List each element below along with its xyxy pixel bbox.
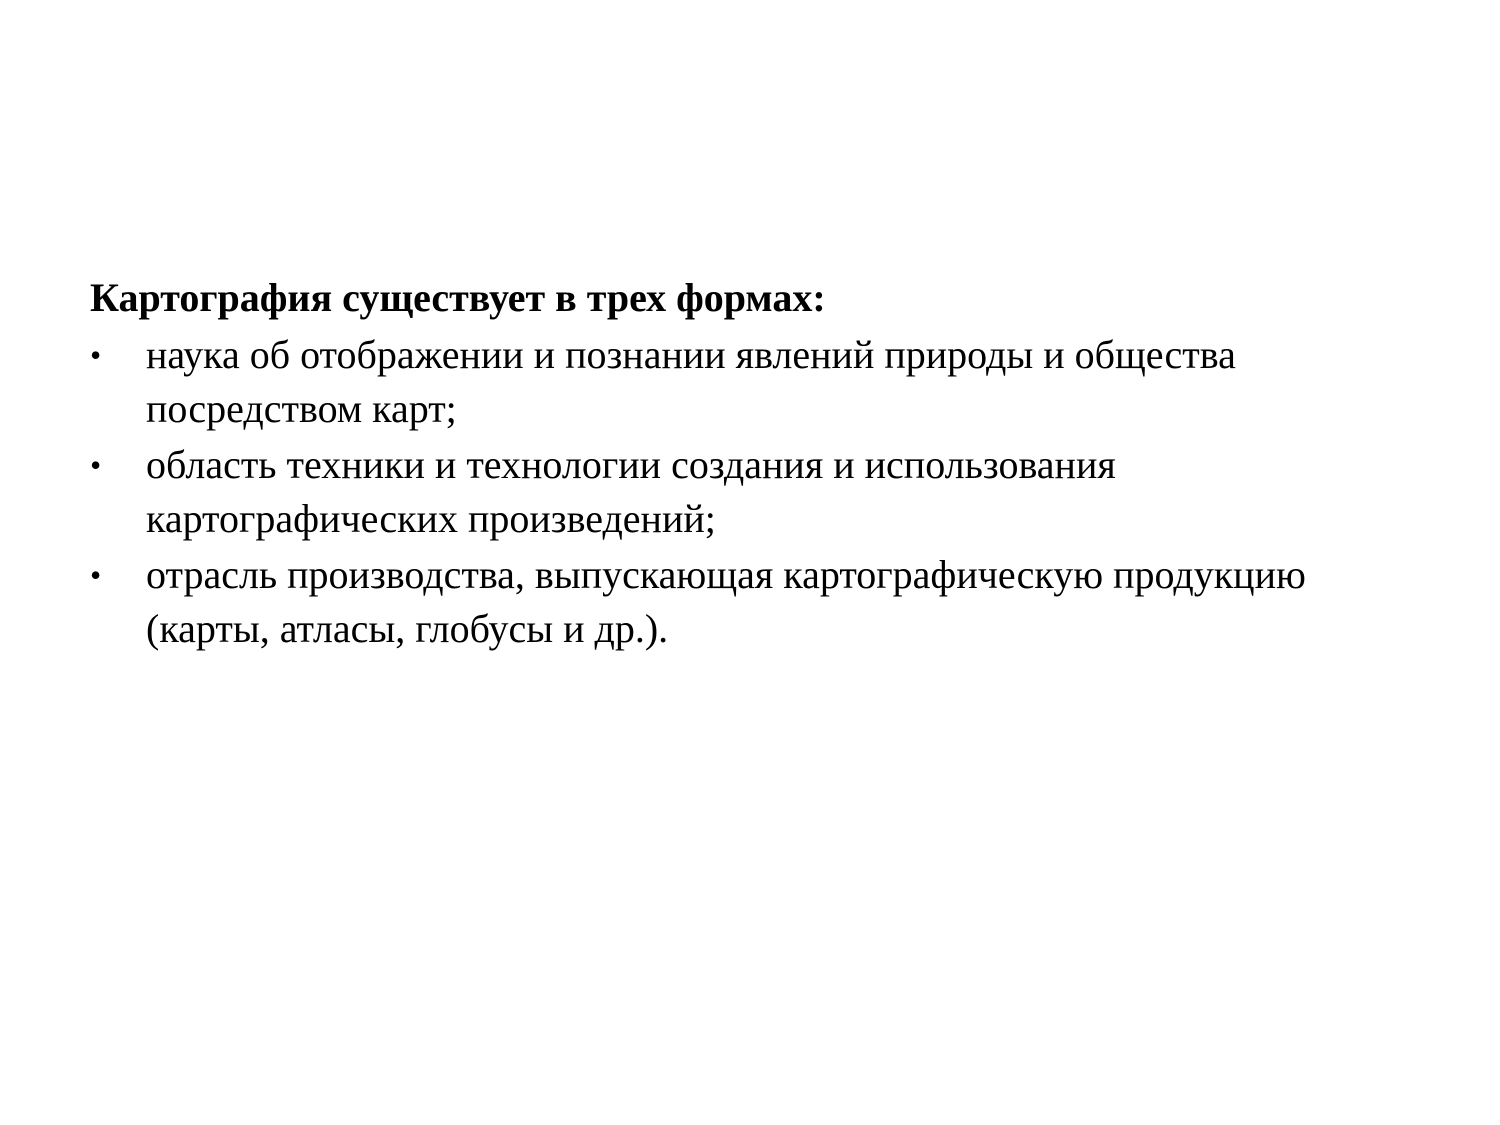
list-item-text: область техники и технологии создания и использования картографических произведений;: [146, 442, 1116, 541]
bullet-list: [90, 328, 1410, 656]
list-item: [90, 548, 1410, 656]
list-item-text: отрасль производства, выпускающая картографическую продукцию (карты, атласы, глобусы и др.).: [146, 552, 1306, 651]
list-item: [90, 438, 1410, 546]
slide-heading: Картография существует в трех формах:: [90, 275, 826, 320]
bullet-icon: •: [90, 447, 102, 483]
bullet-icon: •: [90, 557, 102, 593]
slide-content: [90, 272, 1410, 658]
bullet-icon: •: [90, 337, 102, 373]
list-item-text: наука об отображении и познании явлений природы и общества посредством карт;: [146, 332, 1236, 431]
list-item: [90, 328, 1410, 436]
